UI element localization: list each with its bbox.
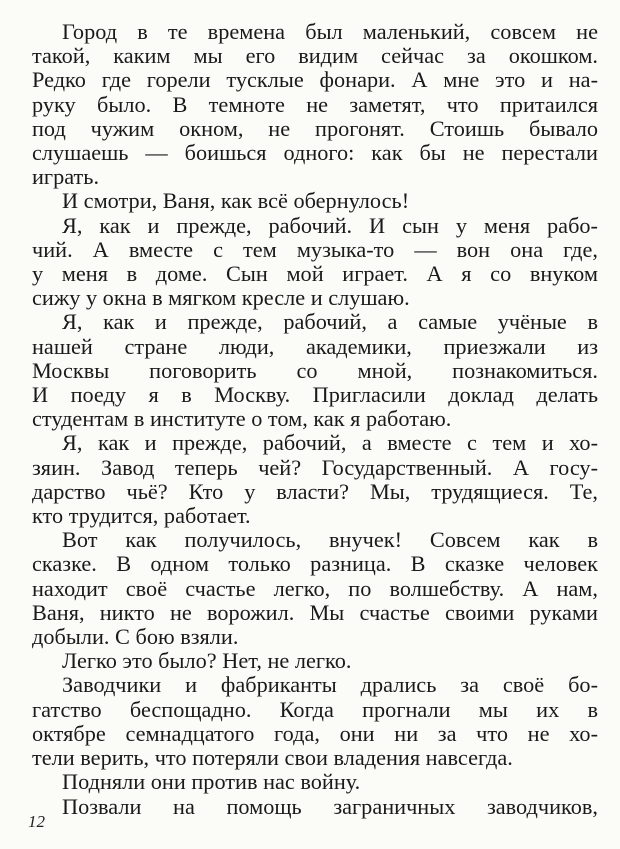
line-text: Позвали на помощь заграничных заводчиков, (62, 793, 598, 819)
text-line (32, 238, 598, 262)
text-line (32, 189, 598, 213)
text-line (32, 117, 598, 141)
text-line (32, 795, 598, 819)
line-text: Вот как получилось, внучек! Совсем как в (62, 527, 598, 553)
line-text: слушаешь — боишься одного: как бы не перестали (32, 140, 598, 166)
line-text: у меня в доме. Сын мой играет. А я со внуком (32, 261, 598, 287)
text-line (32, 141, 598, 165)
line-text: Заводчики и фабриканты дрались за своё бо- (62, 672, 598, 698)
line-text: Ваня, никто не ворожил. Мы счастье своими руками (32, 599, 598, 625)
text-line (32, 746, 598, 770)
paragraph (32, 528, 598, 649)
line-text: Я, как и прежде, рабочий, а самые учёные в (62, 309, 598, 335)
line-text: чий. А вместе с тем музыка-то — вон она где, (32, 236, 598, 262)
text-line (32, 359, 598, 383)
text-line (32, 214, 598, 238)
text-line (32, 625, 598, 649)
text-line (32, 407, 598, 431)
line-text: Я, как и прежде, рабочий, а вместе с тем и хо- (62, 430, 598, 456)
line-text: Я, как и прежде, рабочий. И сын у меня рабо- (62, 212, 598, 238)
line-text: сижу у окна в мягком кресле и слушаю. (32, 285, 410, 311)
line-text: И смотри, Ваня, как всё обернулось! (62, 188, 410, 214)
line-text: дарство чьё? Кто у власти? Мы, трудящиеся. Те, (32, 478, 598, 504)
text-line (32, 649, 598, 673)
line-text: Редко где горели тусклые фонари. А мне это и на- (32, 67, 598, 93)
line-text: И поеду я в Москву. Пригласили доклад делать (32, 382, 598, 408)
body-text (32, 20, 598, 819)
line-text: нашей стране люди, академики, приезжали из (32, 333, 598, 359)
paragraph (32, 431, 598, 528)
line-text: под чужим окном, не прогонят. Стоишь бывало (32, 115, 598, 141)
text-line (32, 335, 598, 359)
paragraph (32, 649, 598, 673)
text-line (32, 504, 598, 528)
line-text: находит своё счастье легко, по волшебству. А нам, (32, 575, 598, 601)
line-text: такой, каким мы его видим сейчас за окошком. (32, 43, 598, 69)
line-text: добыли. С бою взяли. (32, 624, 239, 650)
text-line (32, 165, 598, 189)
line-text: Легко это было? Нет, не легко. (62, 648, 352, 674)
text-line (32, 44, 598, 68)
text-line (32, 673, 598, 697)
text-line (32, 456, 598, 480)
text-line (32, 552, 598, 576)
text-line (32, 528, 598, 552)
line-text: октябре семнадцатого года, они ни за что не хо- (32, 720, 598, 746)
text-line (32, 20, 598, 44)
line-text: кто трудится, работает. (32, 503, 251, 529)
line-text: студентам в институте о том, как я работаю. (32, 406, 452, 432)
text-line (32, 722, 598, 746)
text-line (32, 698, 598, 722)
line-text: Город в те времена был маленький, совсем не (62, 19, 598, 44)
paragraph (32, 189, 598, 213)
text-line (32, 480, 598, 504)
line-text: играть. (32, 164, 100, 190)
line-text: гатство беспощадно. Когда прогнали мы их в (32, 696, 598, 722)
text-line (32, 770, 598, 794)
text-line (32, 93, 598, 117)
paragraph (32, 20, 598, 189)
page-number: 12 (28, 812, 45, 831)
line-text: сказке. В одном только разница. В сказке человек (32, 551, 598, 577)
paragraph (32, 795, 598, 819)
paragraph (32, 310, 598, 431)
line-text: Москвы поговорить со мной, познакомиться. (32, 357, 598, 383)
paragraph (32, 214, 598, 311)
line-text: Подняли они против нас войну. (62, 769, 361, 795)
text-line (32, 601, 598, 625)
line-text: тели верить, что потеряли свои владения навсегда. (32, 745, 513, 771)
text-line (32, 431, 598, 455)
text-line (32, 286, 598, 310)
text-line (32, 577, 598, 601)
text-line (32, 262, 598, 286)
paragraph (32, 770, 598, 794)
text-line (32, 310, 598, 334)
line-text: зяин. Завод теперь чей? Государственный. А госу- (32, 454, 598, 480)
paragraph (32, 673, 598, 770)
text-line (32, 68, 598, 92)
text-line (32, 383, 598, 407)
line-text: руку было. В темноте не заметят, что притаился (32, 91, 598, 117)
